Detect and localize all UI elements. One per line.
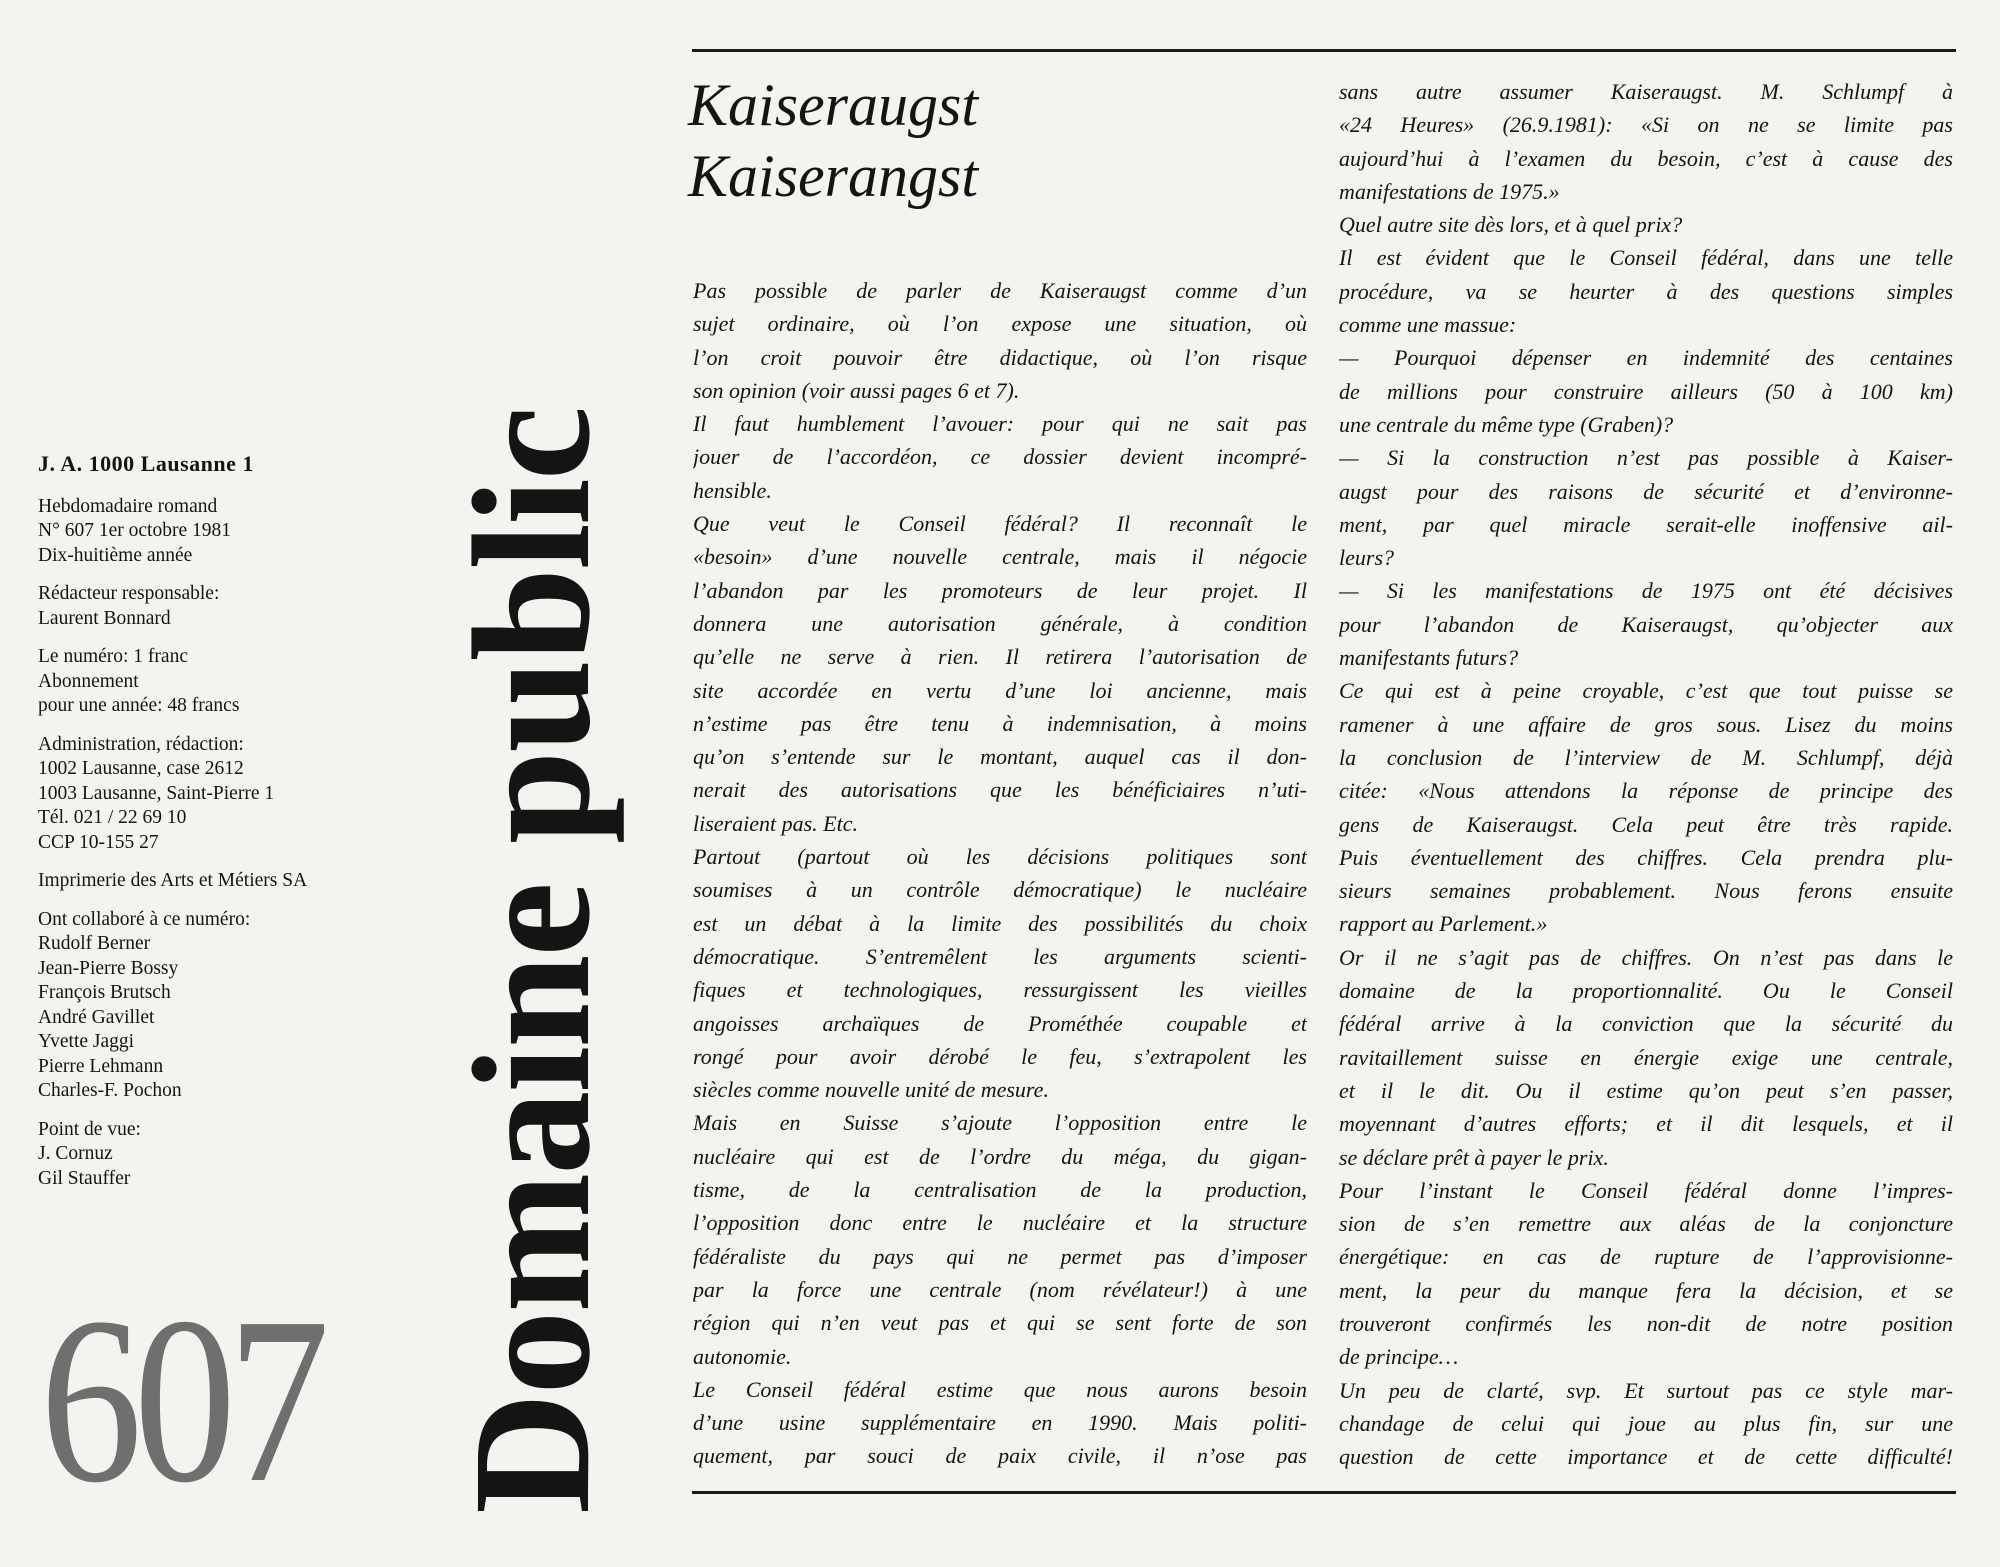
colophon-line: Imprimerie des Arts et Métiers SA [38, 870, 308, 891]
text-line: n’estime pas être tenu à indemnisation, à moins [693, 710, 1307, 736]
text-line: son opinion (voir aussi pages 6 et 7). [693, 377, 1020, 403]
text-line: — Si les manifestations de 1975 ont été décisives [1339, 578, 1953, 604]
text-line: gens de Kaiseraugst. Cela peut être très rapide. [1339, 811, 1953, 837]
text-line: siècles comme nouvelle unité de mesure. [693, 1077, 1049, 1103]
colophon-line: 1003 Lausanne, Saint-Pierre 1 [38, 782, 275, 804]
text-line: par la force une centrale (nom révélateur!) à une [693, 1276, 1307, 1302]
article-column-2 [1339, 75, 1953, 1473]
colophon-line: 1002 Lausanne, case 2612 [38, 758, 244, 779]
text-line: fiques et technologiques, ressurgissent les vieilles [693, 977, 1307, 1003]
text-line: Il est évident que le Conseil fédéral, dans une telle [1339, 245, 1953, 271]
text-line: domaine de la proportionnalité. Ou le Conseil [1339, 978, 1953, 1004]
text-line: sion de s’en remettre aux aléas de la conjoncture [1339, 1211, 1953, 1237]
text-line: moyennant d’autres efforts; et il dit lesquels, et il [1339, 1111, 1953, 1137]
text-line: sujet ordinaire, où l’on expose une situation, où [693, 311, 1307, 337]
text-line: question de cette importance et de cette difficulté! [1339, 1444, 1953, 1470]
text-line: procédure, va se heurter à des questions simples [1339, 278, 1953, 304]
colophon-block [38, 645, 398, 719]
colophon-line: pour une année: 48 francs [38, 695, 240, 716]
text-line: et il le dit. Ou il estime qu’on peut s’en passer, [1339, 1077, 1953, 1103]
text-line: pour l’abandon de Kaiseraugst, qu’objecter aux [1339, 611, 1953, 637]
colophon-line: Le numéro: 1 franc [38, 646, 188, 667]
text-line: «24 Heures» (26.9.1981): «Si on ne se limite pas [1339, 112, 1953, 138]
text-line: «besoin» d’une nouvelle centrale, mais il négocie [693, 544, 1307, 570]
colophon-line: Administration, rédaction: [38, 733, 244, 755]
text-line: région qui n’en veut pas et qui se sent forte de son [693, 1310, 1307, 1336]
colophon-block [38, 908, 398, 1104]
text-line: aujourd’hui à l’examen du besoin, c’est à cause des [1339, 145, 1953, 171]
text-line: comme une massue: [1339, 312, 1517, 338]
text-line: une centrale du même type (Graben)? [1339, 411, 1674, 437]
masthead: Domaine public [439, 407, 625, 1514]
text-line: hensible. [693, 477, 772, 503]
text-line: jouer de l’accordéon, ce dossier devient incompré- [693, 444, 1307, 470]
text-line: fédéraliste du pays qui ne permet pas d’imposer [693, 1243, 1307, 1269]
text-line: Mais en Suisse s’ajoute l’opposition entre le [693, 1110, 1307, 1136]
article-column-1 [693, 274, 1307, 1473]
colophon-line: Laurent Bonnard [38, 607, 171, 629]
text-line: sieurs semaines probablement. Nous ferons ensuite [1339, 878, 1953, 904]
colophon-line: Rédacteur responsable: [38, 583, 220, 604]
colophon-line: Tél. 021 / 22 69 10 [38, 807, 187, 828]
text-line: l’abandon par les promoteurs de leur projet. Il [693, 577, 1307, 603]
text-line: augst pour des raisons de sécurité et d’environne- [1339, 478, 1953, 504]
text-line: sans autre assumer Kaiseraugst. M. Schlumpf à [1339, 79, 1953, 104]
colophon-block [38, 582, 398, 631]
text-line: autonomie. [693, 1343, 792, 1369]
postal-mark: J. A. 1000 Lausanne 1 [38, 451, 254, 476]
text-line: d’une usine supplémentaire en 1990. Mais politi- [693, 1410, 1307, 1436]
text-line: Partout (partout où les décisions politiques sont [693, 844, 1307, 870]
colophon-line: Jean-Pierre Bossy [38, 957, 179, 979]
colophon-block [38, 869, 398, 894]
text-line: citée: «Nous attendons la réponse de principe des [1339, 778, 1953, 804]
text-line: ment, la peur du manque fera la décision, et se [1339, 1277, 1953, 1303]
colophon-line: Charles-F. Pochon [38, 1080, 182, 1101]
colophon-block [38, 1118, 398, 1192]
text-line: — Si la construction n’est pas possible à Kaiser- [1339, 445, 1953, 471]
text-line: Pour l’instant le Conseil fédéral donne l’impres- [1339, 1177, 1953, 1203]
text-line: Le Conseil fédéral estime que nous aurons besoin [693, 1376, 1307, 1402]
text-line: nucléaire qui est de l’ordre du méga, du gigan- [693, 1143, 1307, 1169]
text-line: Puis éventuellement des chiffres. Cela prendra plu- [1339, 844, 1953, 870]
text-line: rapport au Parlement.» [1339, 911, 1548, 937]
text-line: Pas possible de parler de Kaiseraugst comme d’un [693, 278, 1307, 303]
colophon-block [38, 495, 398, 569]
colophon-line: André Gavillet [38, 1006, 155, 1028]
text-line: leurs? [1339, 545, 1394, 571]
text-line: donnera une autorisation générale, à condition [693, 610, 1307, 636]
text-line: la conclusion de l’interview de M. Schlumpf, déjà [1339, 744, 1953, 770]
text-line: quement, par souci de paix civile, il n’ose pas [693, 1443, 1307, 1469]
text-line: Il faut humblement l’avouer: pour qui ne sait pas [693, 411, 1307, 437]
issue-number: 607 [40, 1269, 322, 1532]
text-line: liseraient pas. Etc. [693, 810, 858, 836]
text-line: fédéral arrive à la conviction que la sécurité du [1339, 1011, 1953, 1037]
colophon-line: Hebdomadaire romand [38, 495, 218, 517]
text-line: ravitaillement suisse en énergie exige une centrale, [1339, 1044, 1953, 1070]
colophon-line: Dix-huitième année [38, 544, 193, 566]
text-line: l’on croit pouvoir être didactique, où l’on risque [693, 344, 1307, 370]
title-line: Kaiseraugst [688, 72, 979, 138]
text-line: se déclare prêt à payer le prix. [1339, 1144, 1609, 1170]
text-line: énergétique: en cas de rupture de l’approvisionne- [1339, 1244, 1953, 1270]
colophon-line: Pierre Lehmann [38, 1055, 164, 1077]
colophon-line: Ont collaboré à ce numéro: [38, 908, 251, 930]
colophon-block [38, 733, 398, 856]
top-rule [692, 49, 1956, 52]
bottom-rule [692, 1491, 1956, 1494]
text-line: rongé pour avoir dérobé le feu, s’extrapolent les [693, 1043, 1307, 1069]
text-line: Ce qui est à peine croyable, c’est que tout puisse se [1339, 678, 1953, 704]
colophon-line: J. Cornuz [38, 1143, 113, 1164]
colophon-line: Point de vue: [38, 1118, 141, 1140]
colophon-line: N° 607 1er octobre 1981 [38, 520, 232, 541]
text-line: Un peu de clarté, svp. Et surtout pas ce style mar- [1339, 1377, 1953, 1403]
colophon [38, 452, 398, 1205]
colophon-blocks [38, 495, 398, 1192]
colophon-line: Gil Stauffer [38, 1167, 131, 1189]
title-line: Kaiserangst [688, 143, 979, 209]
text-line: manifestations de 1975.» [1339, 178, 1560, 204]
text-line: Que veut le Conseil fédéral? Il reconnaît le [693, 511, 1307, 537]
text-line: manifestants futurs? [1339, 645, 1519, 671]
text-line: de millions pour construire ailleurs (50 à 100 km) [1339, 378, 1953, 404]
text-line: l’opposition donc entre le nucléaire et la structure [693, 1210, 1307, 1236]
text-line: chandage de celui qui joue au plus fin, sur une [1339, 1410, 1953, 1436]
text-line: — Pourquoi dépenser en indemnité des centaines [1339, 345, 1953, 371]
colophon-line: François Brutsch [38, 982, 171, 1003]
text-line: démocratique. S’entremêlent les arguments scienti- [693, 943, 1307, 969]
text-line: Or il ne s’agit pas de chiffres. On n’est pas dans le [1339, 944, 1953, 970]
article-title [688, 70, 978, 212]
text-line: angoisses archaïques de Prométhée coupable et [693, 1010, 1307, 1036]
colophon-line: Yvette Jaggi [38, 1031, 135, 1052]
text-line: soumises à un contrôle démocratique) le nucléaire [693, 877, 1307, 903]
text-line: site accordée en vertu d’une loi ancienne, mais [693, 677, 1307, 703]
text-line: de principe… [1339, 1344, 1459, 1370]
text-line: qu’elle ne serve à rien. Il retirera l’autorisation de [693, 644, 1307, 670]
colophon-line: Abonnement [38, 670, 139, 692]
text-line: qu’on s’entende sur le montant, auquel cas il don- [693, 744, 1307, 770]
text-line: ment, par quel miracle serait-elle inoffensive ail- [1339, 511, 1953, 537]
text-line: est un débat à la limite des possibilités du choix [693, 910, 1307, 936]
colophon-line: CCP 10-155 27 [38, 831, 159, 853]
text-line: ramener à une affaire de gros sous. Lisez du moins [1339, 711, 1953, 737]
text-line: nerait des autorisations que les bénéficiaires n’uti- [693, 777, 1307, 803]
text-line: trouveront confirmés les non-dit de notre position [1339, 1310, 1953, 1336]
colophon-line: Rudolf Berner [38, 933, 151, 954]
text-line: tisme, de la centralisation de la production, [693, 1177, 1307, 1203]
text-line: Quel autre site dès lors, et à quel prix? [1339, 212, 1683, 238]
